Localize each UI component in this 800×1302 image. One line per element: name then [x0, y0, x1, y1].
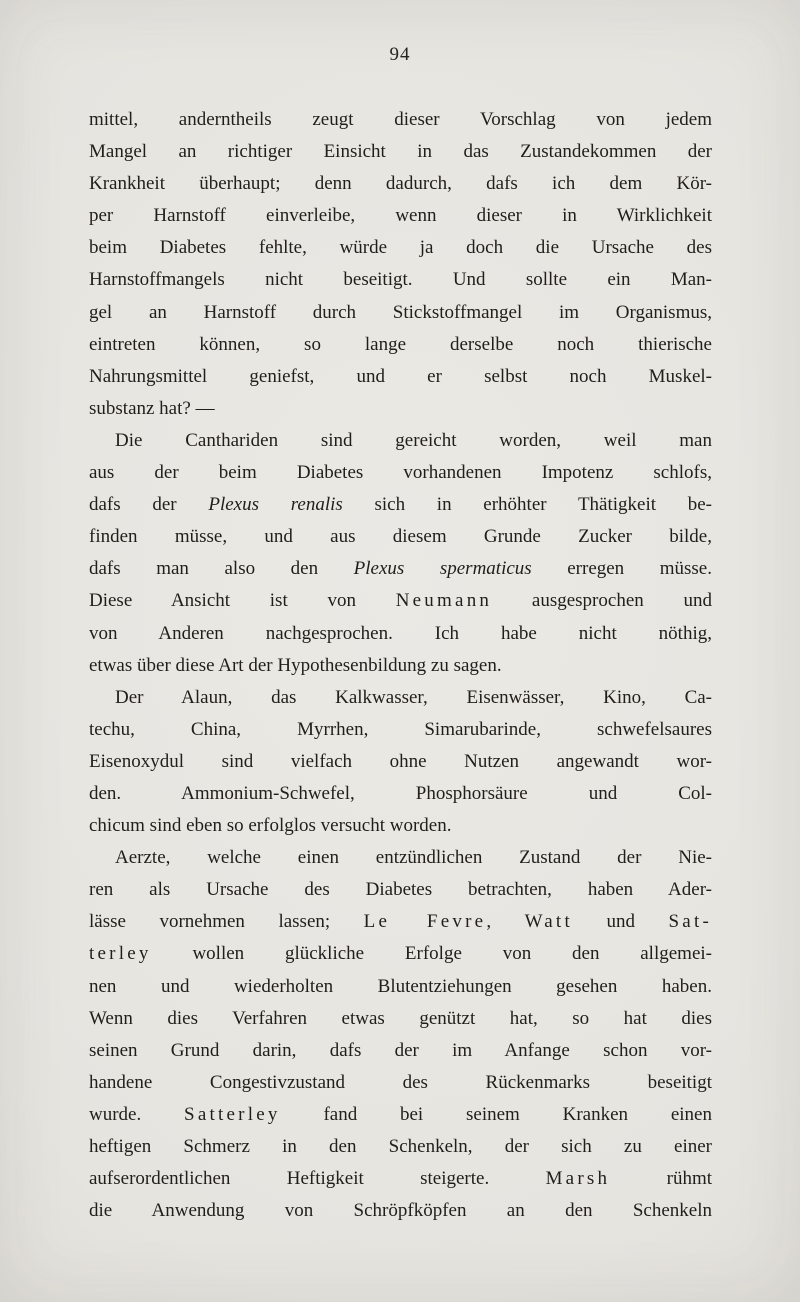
text-run: eintreten können, so lange derselbe noch thierische — [89, 333, 712, 355]
text-run: ren als Ursache des Diabetes betrachten, haben Ader- — [89, 879, 712, 901]
text-line — [89, 1099, 712, 1131]
text-run: fand bei seinem Kranken einen — [280, 1103, 712, 1125]
text-line — [89, 1131, 712, 1163]
text-run: wurde. — [89, 1103, 185, 1125]
text-line — [89, 361, 712, 393]
text-run: Watt — [524, 911, 573, 933]
text-run: Diese Ansicht ist von — [89, 590, 396, 612]
text-line — [89, 1067, 712, 1099]
text-line — [89, 264, 712, 296]
text-run: terley — [89, 943, 152, 965]
text-run: Eisenoxydul sind vielfach ohne Nutzen angewandt wor- — [89, 750, 712, 772]
text-run: heftigen Schmerz in den Schenkeln, der sich zu einer — [89, 1136, 712, 1157]
text-run: Die Canthariden sind gereicht worden, weil man — [115, 429, 712, 451]
text-run: chicum sind eben so erfolglos versucht worden. — [89, 815, 452, 837]
text-line — [89, 457, 712, 489]
text-run: dafs man also den — [89, 558, 354, 580]
text-line — [89, 521, 712, 553]
text-run: Plexus spermaticus — [353, 558, 532, 580]
text-line — [89, 650, 712, 682]
text-run: Wenn dies Verfahren etwas genützt hat, so hat dies — [89, 1007, 712, 1029]
text-line — [89, 136, 712, 168]
text-run: nen und wiederholten Blutentziehungen gesehen haben. — [89, 975, 712, 997]
text-line — [89, 489, 712, 521]
text-line — [89, 1163, 712, 1195]
text-run: finden müsse, und aus diesem Grunde Zucker bilde, — [89, 526, 712, 548]
text-line — [89, 618, 712, 650]
page-text — [89, 104, 712, 1227]
text-run: Neumann — [395, 590, 493, 612]
text-line — [89, 104, 712, 136]
text-run: die Anwendung von Schröpfköpfen an den Schenkeln — [89, 1200, 712, 1222]
text-line — [89, 874, 712, 906]
text-line — [89, 200, 712, 232]
text-line — [89, 297, 712, 329]
page-number: 94 — [389, 44, 411, 65]
text-run: aus der beim Diabetes vorhandenen Impotenz schlofs, — [89, 462, 712, 484]
text-run: wollen glückliche Erfolge von den allgemei- — [151, 943, 712, 965]
text-line — [89, 393, 712, 425]
text-line — [89, 329, 712, 361]
text-run: techu, China, Myrrhen, Simarubarinde, schwefelsaures — [89, 718, 712, 740]
text-run: Mangel an richtiger Einsicht in das Zustandekommen der — [89, 141, 712, 163]
text-line — [89, 778, 712, 810]
text-run: seinen Grund darin, dafs der im Anfange schon vor- — [89, 1039, 712, 1061]
text-run: sich in erhöhter Thätigkeit be- — [342, 494, 713, 516]
text-run: aufserordentlichen Heftigkeit steigerte. — [89, 1168, 546, 1190]
text-run: Plexus renalis — [208, 494, 343, 516]
text-line — [89, 1195, 712, 1227]
text-run: handene Congestivzustand des Rückenmarks beseitigt — [89, 1071, 712, 1093]
text-line — [89, 168, 712, 200]
text-run: etwas über diese Art der Hypothesenbildung zu sagen. — [89, 654, 502, 676]
text-line — [89, 938, 712, 970]
text-run: Sat- — [668, 911, 713, 933]
text-run: erregen müsse. — [531, 558, 712, 580]
text-line — [89, 906, 712, 938]
text-line — [89, 810, 712, 842]
text-line — [89, 714, 712, 746]
text-run: mittel, anderntheils zeugt dieser Vorschlag von jedem — [89, 109, 712, 130]
text-run: Satterley — [184, 1103, 281, 1125]
text-run: Der Alaun, das Kalkwasser, Eisenwässer, Kino, Ca- — [115, 686, 712, 708]
text-line — [89, 842, 712, 874]
text-run: Aerzte, welche einen entzündlichen Zustand der Nie- — [115, 847, 712, 869]
text-line — [89, 585, 712, 617]
text-run: ausgesprochen und — [492, 590, 712, 612]
text-run: , — [486, 911, 525, 933]
text-line — [89, 971, 712, 1003]
text-run: Nahrungsmittel geniefst, und er selbst noch Muskel- — [89, 365, 712, 387]
text-line — [89, 232, 712, 264]
text-run: Le Fevre — [363, 911, 487, 933]
text-line — [89, 746, 712, 778]
text-run: Marsh — [545, 1168, 611, 1190]
text-run: beim Diabetes fehlte, würde ja doch die Ursache des — [89, 237, 712, 259]
text-run: gel an Harnstoff durch Stickstoffmangel im Organismus, — [89, 301, 712, 323]
text-line — [89, 553, 712, 585]
text-run: Harnstoffmangels nicht beseitigt. Und sollte ein Man- — [89, 269, 712, 291]
text-run: per Harnstoff einverleibe, wenn dieser in Wirklichkeit — [89, 205, 712, 227]
text-run: dafs der — [89, 494, 209, 516]
text-run: rühmt — [610, 1168, 712, 1190]
text-line — [89, 425, 712, 457]
text-line — [89, 1035, 712, 1067]
text-run: von Anderen nachgesprochen. Ich habe nicht nöthig, — [89, 622, 712, 644]
text-run: und — [572, 911, 669, 933]
text-line — [89, 682, 712, 714]
text-line — [89, 1003, 712, 1035]
text-run: lässe vornehmen lassen; — [89, 911, 364, 933]
text-run: substanz hat? — — [89, 397, 215, 419]
text-run: Krankheit überhaupt; denn dadurch, dafs ich dem Kör- — [89, 173, 712, 195]
text-run: den. Ammonium-Schwefel, Phosphorsäure und Col- — [89, 782, 712, 804]
